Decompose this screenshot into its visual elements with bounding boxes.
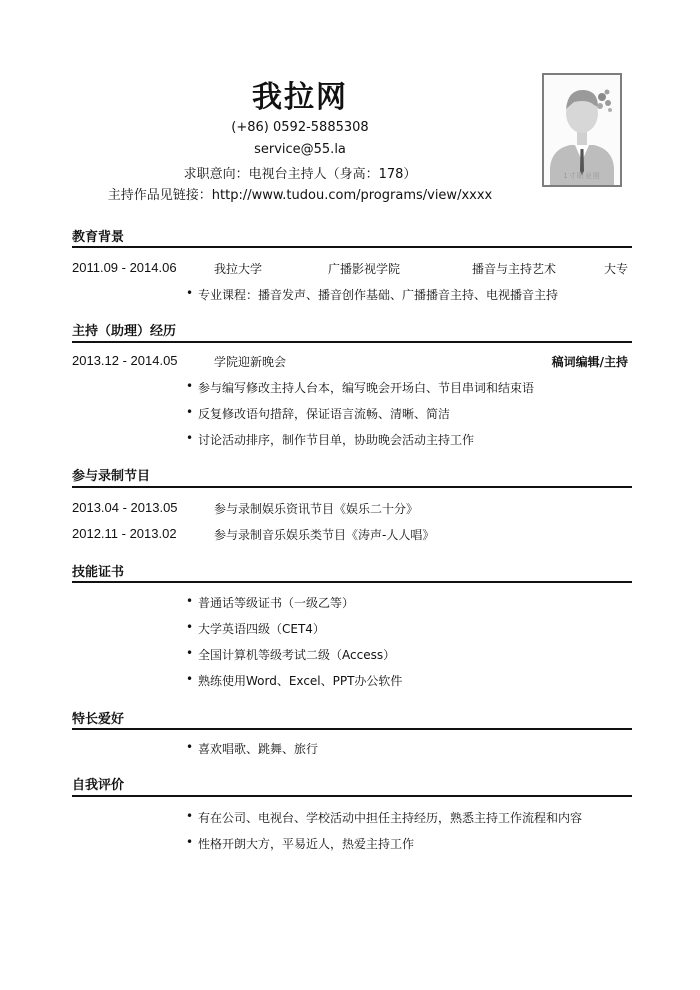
email-text: service@55.la <box>254 142 346 157</box>
education-degree: 大专 <box>603 262 628 276</box>
section-divider <box>72 581 632 583</box>
phone-text: (+86) 0592-5885308 <box>231 120 369 135</box>
hobby-item: • 喜欢唱歌、跳舞、旅行 <box>198 740 318 757</box>
program-date: 2013.04 - 2013.05 <box>72 500 178 515</box>
resume-name: 我拉网 <box>252 80 348 115</box>
education-date: 2011.09 - 2014.06 <box>72 260 177 275</box>
section-title-skills: 技能证书 <box>72 565 125 580</box>
section-title-education: 教育背景 <box>72 230 125 245</box>
section-divider <box>72 486 632 488</box>
section-title-hobbies: 特长爱好 <box>72 712 125 727</box>
section-title-experience: 主持（助理）经历 <box>72 324 177 339</box>
skill-item: • 大学英语四级（CET4） <box>198 620 325 637</box>
education-school: 我拉大学 <box>214 262 263 276</box>
skill-item: • 全国计算机等级考试二级（Access） <box>198 646 395 663</box>
program-desc: 参与录制娱乐资讯节目《娱乐二十分》 <box>214 502 419 516</box>
section-title-programs: 参与录制节目 <box>72 469 151 484</box>
person-silhouette-icon <box>544 75 620 185</box>
works-link-text: 主持作品见链接：http://www.tudou.com/programs/view/xxxx <box>107 188 493 203</box>
program-desc: 参与录制音乐娱乐类节目《涛声-人人唱》 <box>214 528 435 542</box>
section-divider <box>72 728 632 730</box>
experience-item: • 反复修改语句措辞，保证语言流畅、清晰、简洁 <box>198 405 450 422</box>
skill-item: • 熟练使用Word、Excel、PPT办公软件 <box>198 672 402 689</box>
education-courses: • 专业课程：播音发声、播音创作基础、广播播音主持、电视播音主持 <box>198 286 558 303</box>
experience-date: 2013.12 - 2014.05 <box>72 353 178 368</box>
section-divider <box>72 246 632 248</box>
self-eval-item: • 有在公司、电视台、学校活动中担任主持经历，熟悉主持工作流程和内容 <box>198 809 582 826</box>
job-intent-text: 求职意向：电视台主持人（身高：178） <box>183 167 417 182</box>
skill-item: • 普通话等级证书（一级乙等） <box>198 594 354 611</box>
experience-event: 学院迎新晚会 <box>214 355 287 369</box>
profile-photo-placeholder <box>542 73 622 187</box>
experience-role: 稿词编辑/主持 <box>551 355 628 369</box>
section-divider <box>72 341 632 343</box>
self-eval-item: • 性格开朗大方，平易近人，热爱主持工作 <box>198 835 414 852</box>
section-divider <box>72 795 632 797</box>
experience-item: • 参与编写修改主持人台本，编写晚会开场白、节目串词和结束语 <box>198 379 534 396</box>
section-title-self-evaluation: 自我评价 <box>72 778 125 793</box>
education-college: 广播影视学院 <box>328 262 401 276</box>
experience-item: • 讨论活动排序，制作节目单，协助晚会活动主持工作 <box>198 431 474 448</box>
program-date: 2012.11 - 2013.02 <box>72 526 177 541</box>
education-major: 播音与主持艺术 <box>472 262 557 276</box>
photo-caption: 1寸职业照 <box>563 172 601 180</box>
